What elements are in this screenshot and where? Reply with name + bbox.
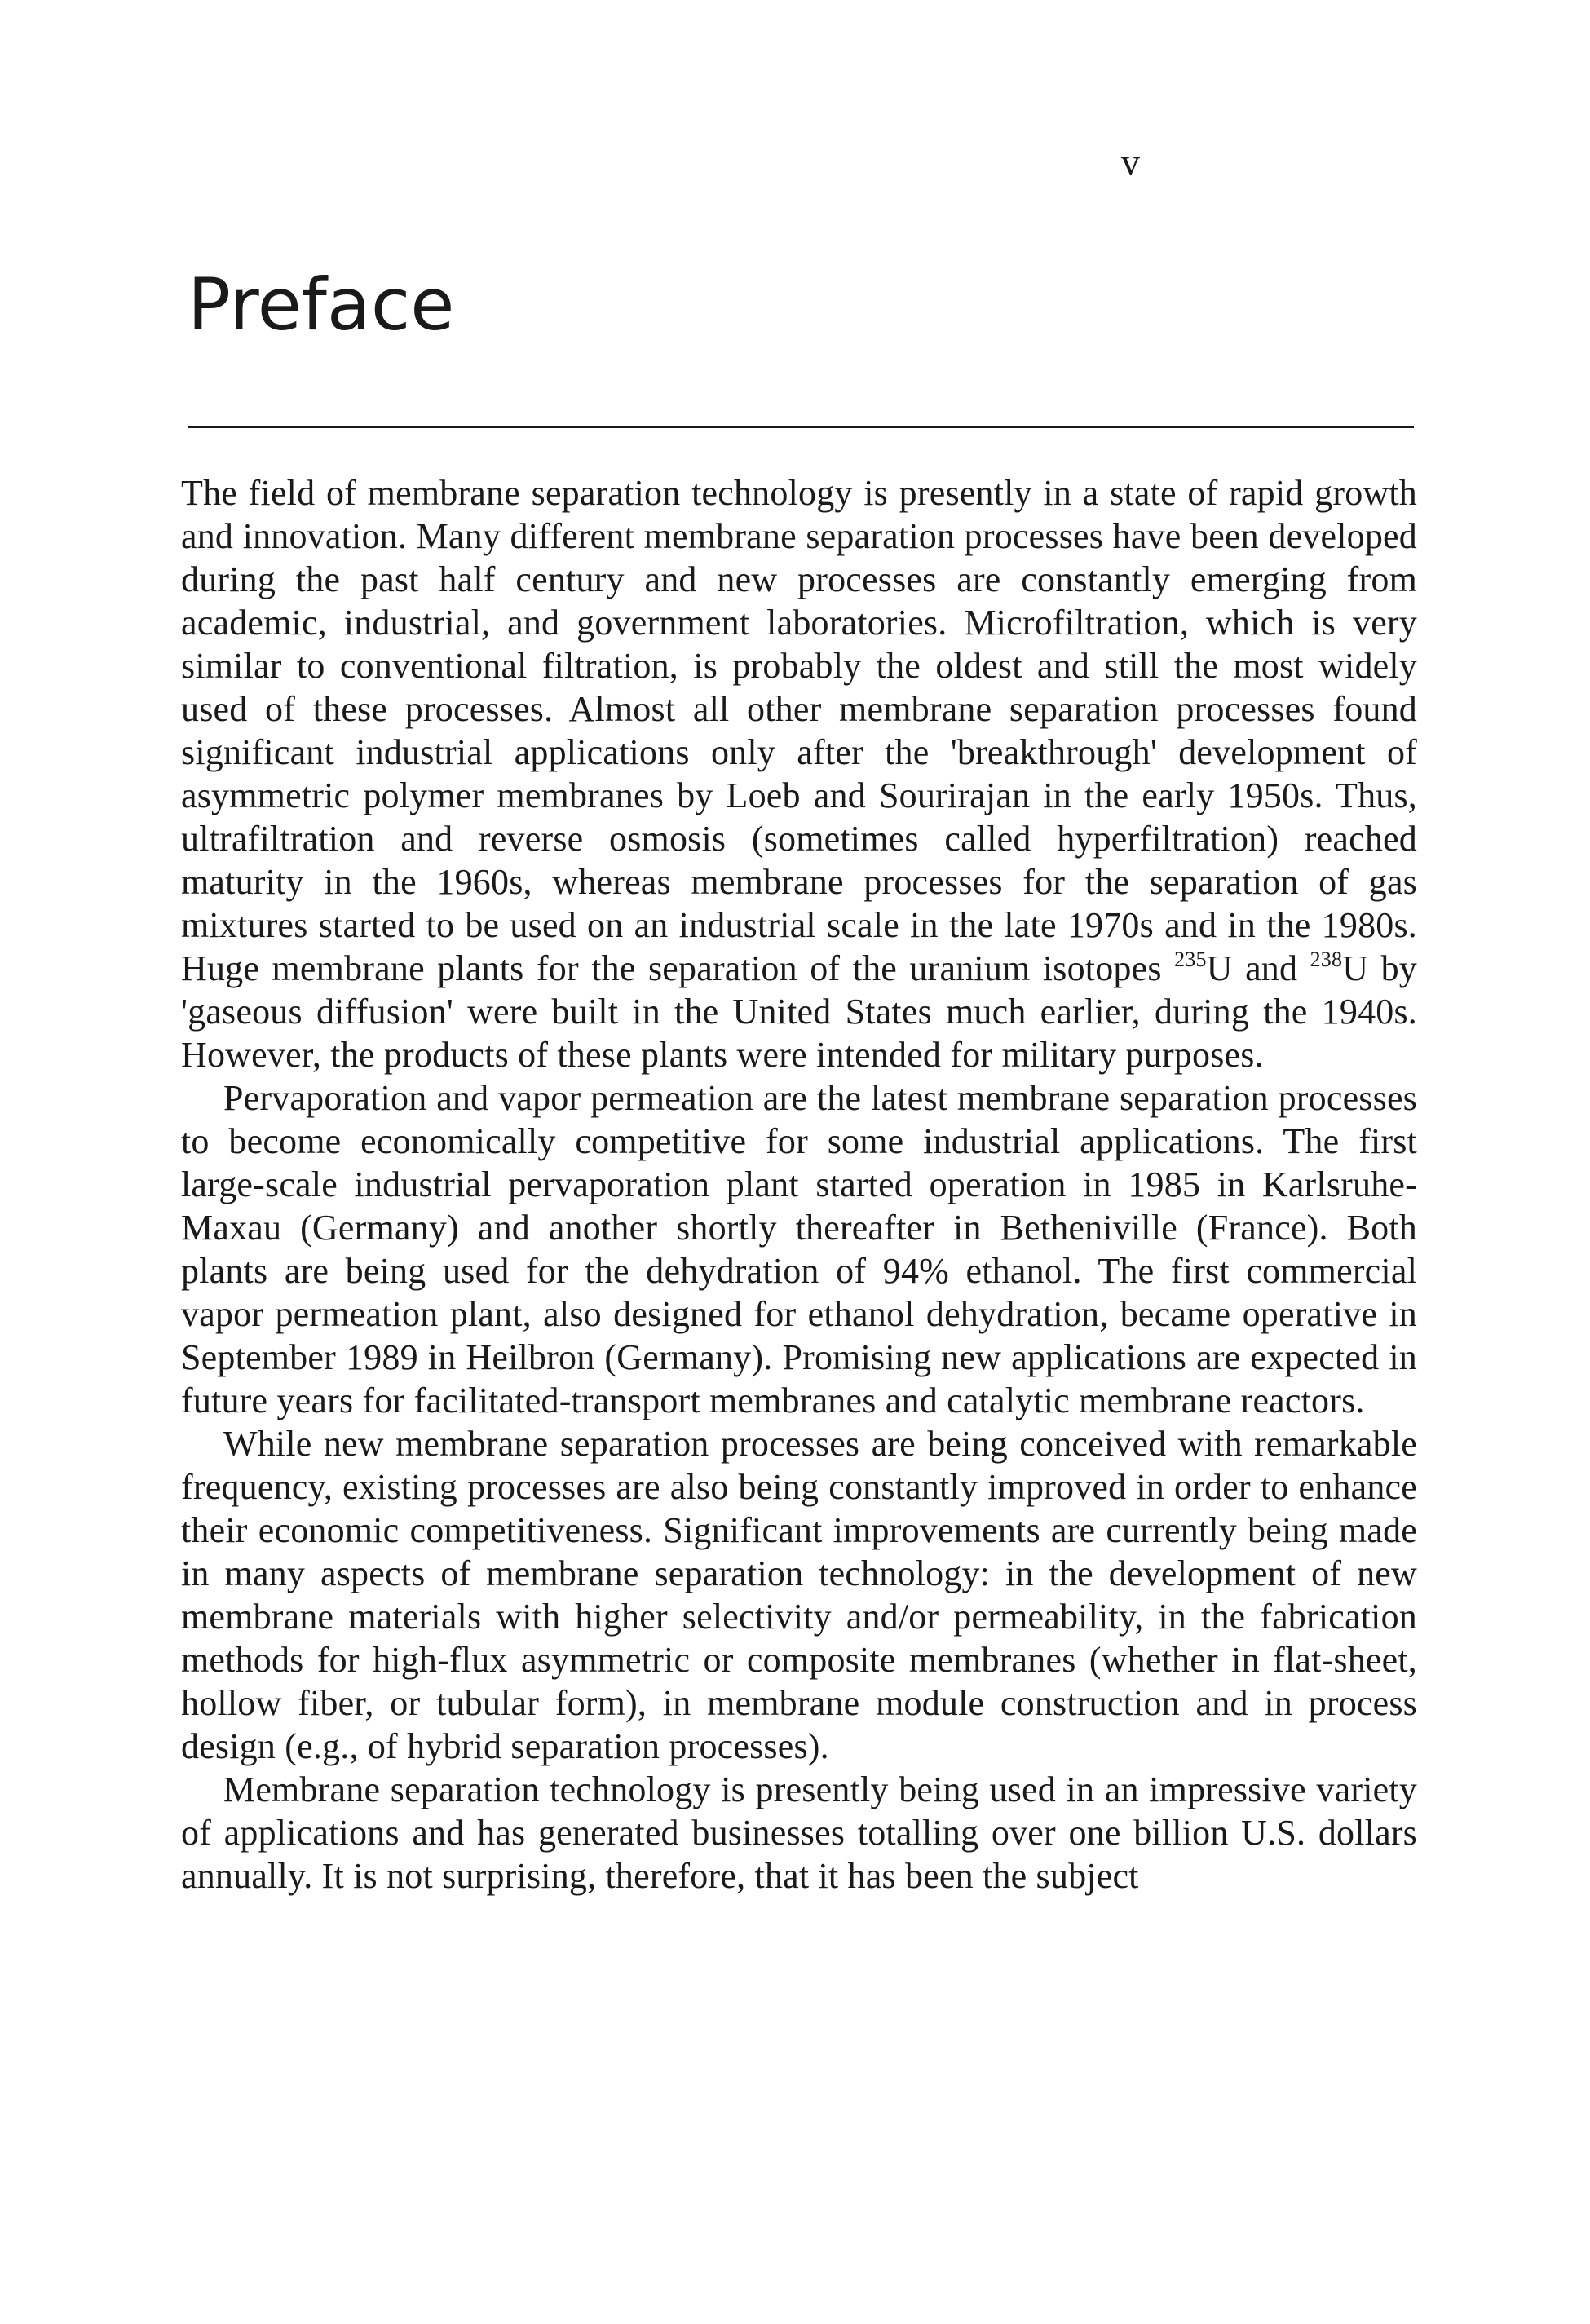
paragraph-2: Pervaporation and vapor permeation are the latest membrane separation processes to become economically competitive for some industrial applications. The first large-scale industrial pervaporation plant started operation in 1985 in Karlsruhe-Maxau (Germany) and another shortly thereafter in Betheniville (France). Both plants are being used for the dehydration of 94% ethanol. The first commercial vapor permeation plant, also designed for ethanol dehydration, became operative in September 1989 in Heilbron (Germany). Promising new applications are expected in future years for facilitated-transport membranes and catalytic membrane reactors. [181, 1078, 1417, 1420]
isotope-238-mass: 238 [1310, 948, 1343, 971]
paragraph-3: While new membrane separation processes are being conceived with remarkable frequency, existing processes are also being constantly improved in order to enhance their economic competitiveness. Significant improvements are currently being made in many aspects of membrane separation technology: in the development of new membrane materials with higher selectivity and/or permeability, in the fabrication methods for high-flux asymmetric or composite membranes (whether in flat-sheet, hollow fiber, or tubular form), in membrane module construction and in process design (e.g., of hybrid separation processes). [181, 1424, 1417, 1766]
isotope-235-symbol: U and [1206, 948, 1310, 988]
chapter-title: Preface [188, 263, 455, 347]
page-number: v [1121, 141, 1140, 183]
paragraph-4: Membrane separation technology is presently being used in an impressive variety of applications and has generated businesses totalling over one billion U.S. dollars annually. It is not surprising, therefore, that it has been the subject [181, 1770, 1417, 1896]
title-divider [188, 426, 1414, 428]
isotope-235-mass: 235 [1174, 948, 1207, 971]
preface-body [181, 471, 1417, 1898]
paragraph-1-text-a: The field of membrane separation technology is presently in a state of rapid growth and innovation. Many different membrane separation processes have been developed during the past half century and new processes are constantly emerging from academic, industrial, and government laboratories. Microfiltration, which is very similar to conventional filtration, is probably the oldest and still the most widely used of these processes. Almost all other membrane separation processes found significant industrial applications only after the 'breakthrough' development of asymmetric polymer membranes by Loeb and Sourirajan in the early 1950s. Thus, ultrafiltration and reverse osmosis (sometimes called hyperfiltration) reached maturity in the 1960s, whereas membrane processes for the separation of gas mixtures started to be used on an industrial scale in the late 1970s and in the 1980s. Huge membrane plants for the separation of the uranium isotopes [181, 473, 1417, 988]
paragraph-1-text-b: U by 'gaseous diffusion' were built in the United States much earlier, during the 1940s. However, the products of these plants were intended for military purposes. [181, 948, 1417, 1075]
paragraph-1 [181, 471, 1417, 1076]
